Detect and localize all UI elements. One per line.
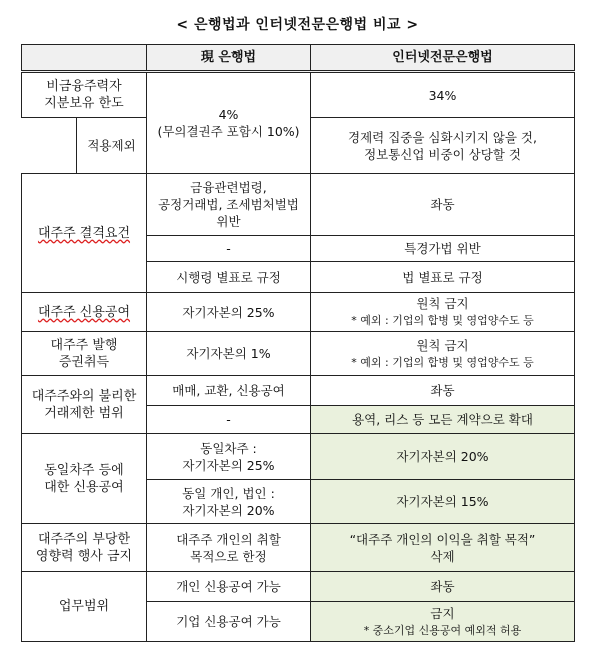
bank-cell: 자기자본의 25% bbox=[147, 293, 311, 332]
comparison-table bbox=[21, 44, 575, 642]
page-title: < 은행법과 인터넷전문은행법 비교 > bbox=[176, 17, 419, 33]
inet-cell: 좌동 bbox=[311, 174, 575, 236]
inet-cell: 자기자본의 15% bbox=[311, 480, 575, 524]
row-category: 대주주의 부당한 영향력 행사 금지 bbox=[22, 524, 147, 572]
bank-cell: 시행령 별표로 규정 bbox=[147, 262, 311, 293]
table-row bbox=[22, 72, 575, 118]
table-row bbox=[22, 332, 575, 376]
inet-note-text: * 예외 : 기업의 합병 및 영업양수도 등 bbox=[351, 314, 534, 327]
inet-cell: 좌동 bbox=[311, 376, 575, 406]
table-row bbox=[22, 572, 575, 602]
table-row bbox=[22, 434, 575, 480]
inet-cell: 특경가법 위반 bbox=[311, 236, 575, 262]
header-category bbox=[22, 45, 147, 72]
table-header-row bbox=[22, 45, 575, 72]
inet-cell: 자기자본의 20% bbox=[311, 434, 575, 480]
bank-cell: 4% (무의결권주 포함시 10%) bbox=[147, 72, 311, 174]
inet-cell: 법 별표로 규정 bbox=[311, 262, 575, 293]
inet-cell: 용역, 리스 등 모든 계약으로 확대 bbox=[311, 406, 575, 434]
inet-cell: “대주주 개인의 이익을 취할 목적” 삭제 bbox=[311, 524, 575, 572]
bank-cell: - bbox=[147, 406, 311, 434]
row-subcategory: 적용제외 bbox=[77, 118, 147, 174]
inet-main-text: 원칙 금지 bbox=[416, 296, 469, 311]
inet-cell bbox=[311, 332, 575, 376]
bank-cell: 동일차주 : 자기자본의 25% bbox=[147, 434, 311, 480]
inet-main-text: 원칙 금지 bbox=[416, 337, 469, 353]
bank-cell: 동일 개인, 법인 : 자기자본의 20% bbox=[147, 480, 311, 524]
bank-cell: 기업 신용공여 가능 bbox=[147, 602, 311, 642]
inet-main-text: 금지 bbox=[430, 605, 455, 621]
bank-cell: 매매, 교환, 신용공여 bbox=[147, 376, 311, 406]
inet-cell bbox=[311, 602, 575, 642]
inet-cell bbox=[311, 293, 575, 332]
bank-cell: - bbox=[147, 236, 311, 262]
bank-cell: 자기자본의 1% bbox=[147, 332, 311, 376]
blank-cell bbox=[22, 118, 77, 174]
header-current-bank-act: 現 은행법 bbox=[147, 45, 311, 72]
bank-cell: 금융관련법령, 공정거래법, 조세범처벌법 위반 bbox=[147, 174, 311, 236]
table-row bbox=[22, 293, 575, 332]
row-category: 대주주 발행 증권취득 bbox=[22, 332, 147, 376]
inet-cell: 34% bbox=[311, 72, 575, 118]
row-category: 대주주와의 불리한 거래제한 범위 bbox=[22, 376, 147, 434]
table-row bbox=[22, 174, 575, 236]
inet-cell: 좌동 bbox=[311, 572, 575, 602]
row-category: 업무범위 bbox=[22, 572, 147, 642]
inet-note-text: * 예외 : 기업의 합병 및 영업양수도 등 bbox=[351, 355, 534, 369]
table-row bbox=[22, 524, 575, 572]
inet-cell: 경제력 집중을 심화시키지 않을 것, 정보통신업 비중이 상당할 것 bbox=[311, 118, 575, 174]
row-category: 대주주 신용공여 bbox=[22, 293, 147, 332]
row-category: 비금융주력자 지분보유 한도 bbox=[22, 72, 147, 118]
row-category: 대주주 결격요건 bbox=[22, 174, 147, 293]
header-internet-bank-act: 인터넷전문은행법 bbox=[311, 45, 575, 72]
table-row bbox=[22, 376, 575, 406]
row-category: 동일차주 등에 대한 신용공여 bbox=[22, 434, 147, 524]
bank-cell: 대주주 개인의 취할 목적으로 한정 bbox=[147, 524, 311, 572]
inet-note-text: * 중소기업 신용공여 예외적 허용 bbox=[363, 623, 522, 637]
bank-cell: 개인 신용공여 가능 bbox=[147, 572, 311, 602]
